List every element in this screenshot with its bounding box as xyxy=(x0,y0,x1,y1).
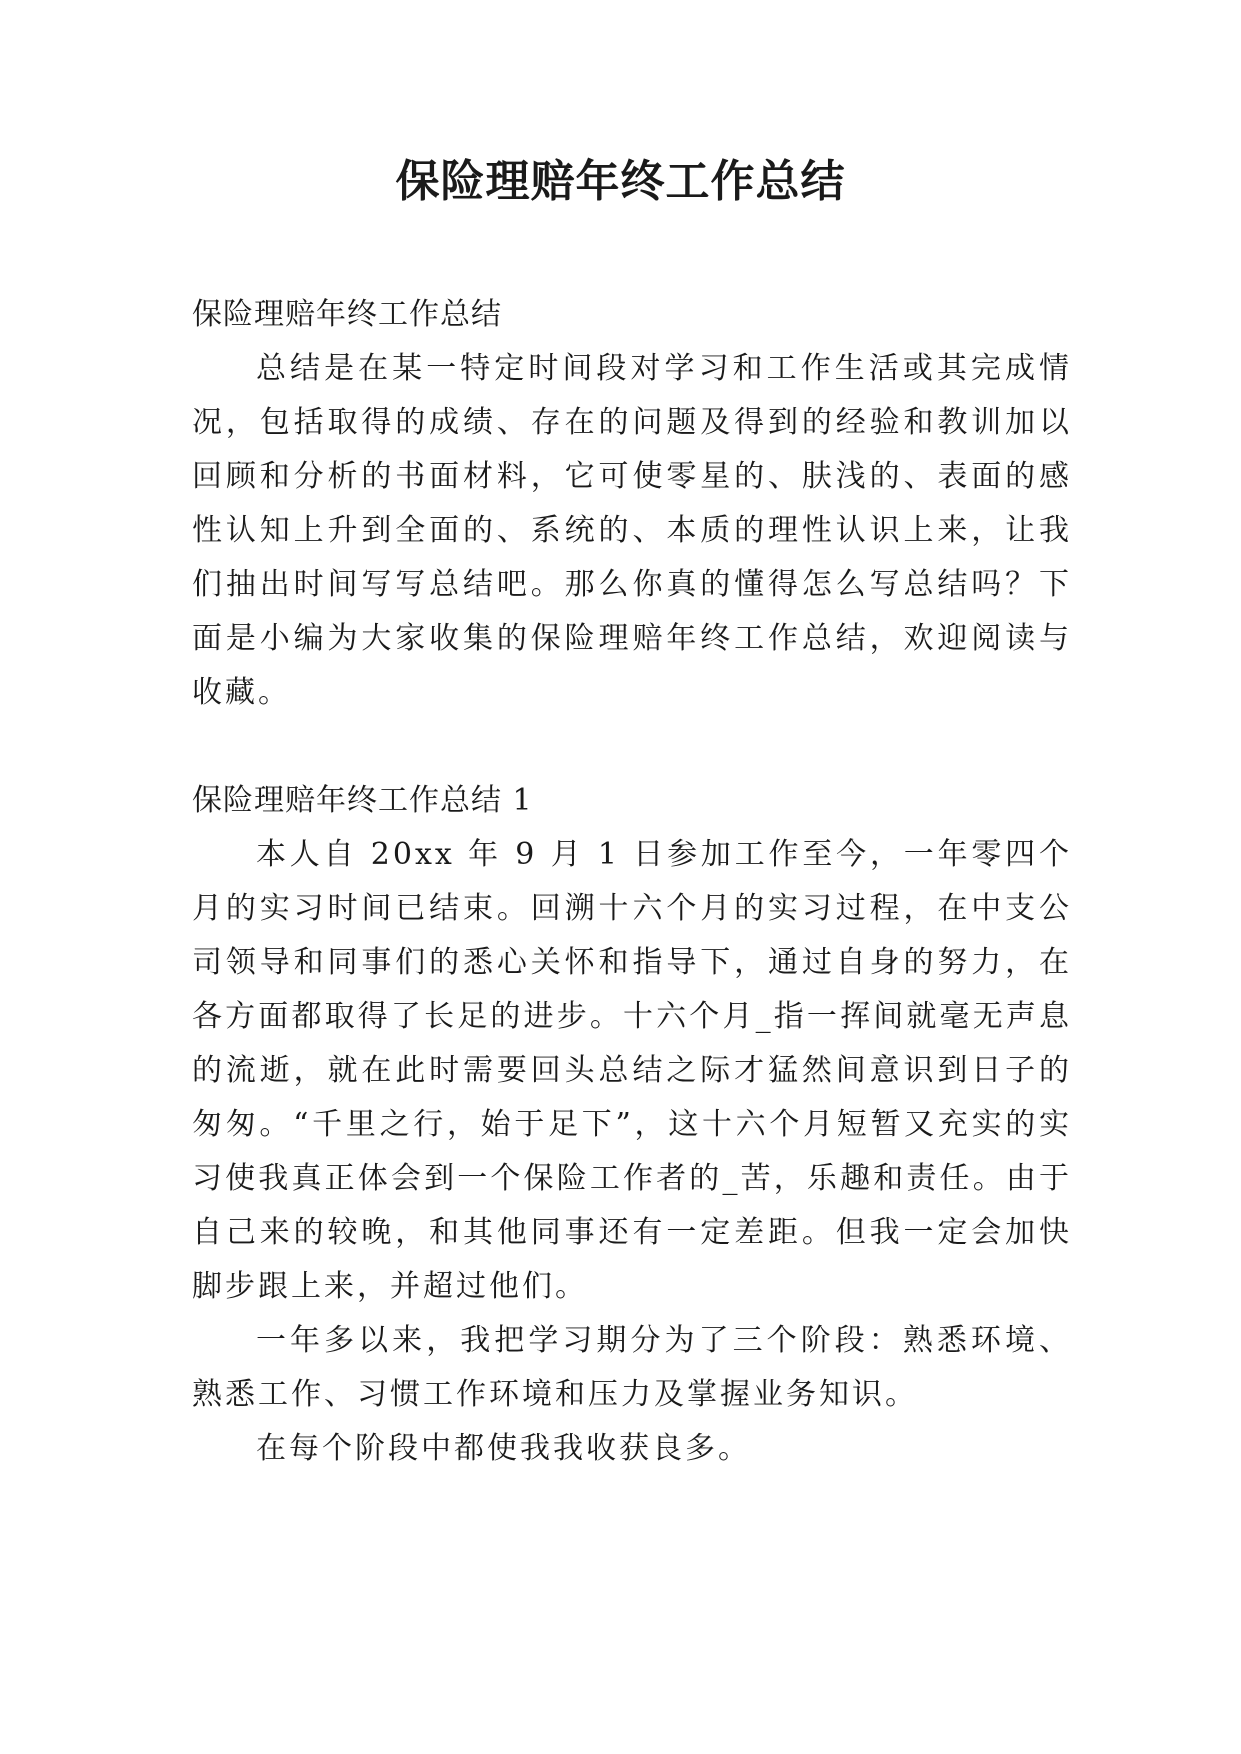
section1-heading: 保险理赔年终工作总结 1 xyxy=(192,783,533,818)
section1-paragraph: 一年多以来，我把学习期分为了三个阶段：熟悉环境、熟悉工作、习惯工作环境和压力及掌握业务知识。 xyxy=(192,1323,1072,1412)
intro-heading: 保险理赔年终工作总结 xyxy=(192,297,502,332)
section1-paragraph: 在每个阶段中都使我我收获良多。 xyxy=(256,1431,751,1466)
section-spacer xyxy=(192,720,1072,774)
section1-paragraph: 本人自 20xx 年 9 月 1 日参加工作至今，一年零四个月的实习时间已结束。回溯十六个月的实习过程，在中支公司领导和同事们的悉心关怀和指导下，通过自身的努力，在各方面都取得了长足的进步。十六个月_指一挥间就毫无声息的流逝，就在此时需要回头总结之际才猛然间意识到日子的匆匆。“千里之行，始于足下”，这十六个月短暂又充实的实习使我真正体会到一个保险工作者的_苦，乐趣和责任。由于自己来的较晚，和其他同事还有一定差距。但我一定会加快脚步跟上来，并超过他们。 xyxy=(192,837,1072,1304)
document-body xyxy=(192,288,1072,1476)
document-title: 保险理赔年终工作总结 xyxy=(395,156,846,207)
intro-paragraph: 总结是在某一特定时间段对学习和工作生活或其完成情况，包括取得的成绩、存在的问题及得到的经验和教训加以回顾和分析的书面材料，它可使零星的、肤浅的、表面的感性认知上升到全面的、系统的、本质的理性认识上来，让我们抽出时间写写总结吧。那么你真的懂得怎么写总结吗？下面是小编为大家收集的保险理赔年终工作总结，欢迎阅读与收藏。 xyxy=(192,351,1072,710)
